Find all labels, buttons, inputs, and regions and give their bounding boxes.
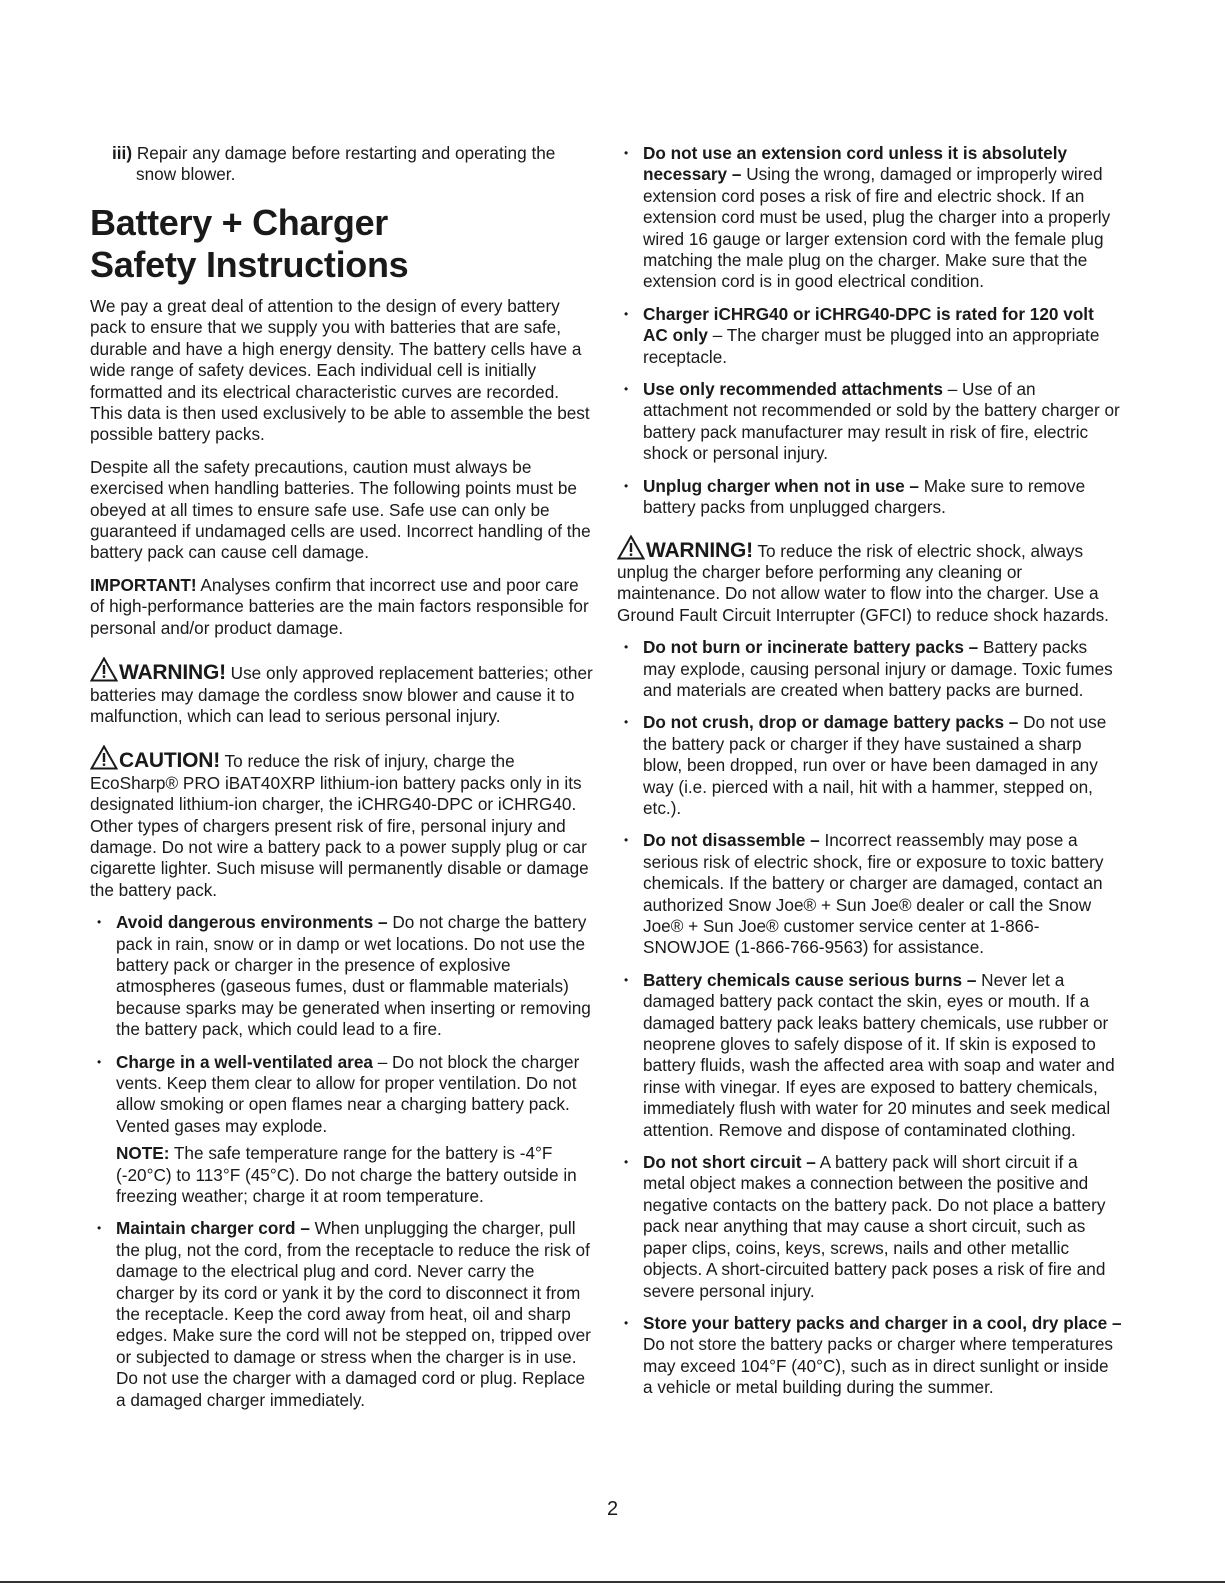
list-item-text: When unplugging the charger, pull the plug, not the cord, from the receptacle to reduce the risk of damage to the electrical plug and cord. Never carry the charger by its cord or yank it by the cord to disconnect it from the receptacle. Keep the cord away from heat, oil and sharp edges. Make sure the cord will not be stepped on, tripped over or subjected to damage or stress when the charger is in use. Do not use the charger with a damaged cord or plug. Replace a damaged charger immediately. [116,1218,591,1410]
page-number: 2 [606,1498,619,1520]
list-item-heading: Do not crush, drop or damage battery packs – [643,712,1019,733]
left-bullet-list [90,912,595,1137]
warning-paragraph-2 [617,535,1122,627]
caution-paragraph [90,745,595,901]
list-item-heading: Maintain charger cord – [116,1218,310,1239]
list-item-heading: Unplug charger when not in use – [643,475,919,496]
title-line-2: Safety Instructions [90,244,409,285]
warning-text: Use only approved replacement batteries; other batteries may damage the cordless snow blower and cause it to malfunction, which can lead to serious personal injury. [90,663,593,726]
note-label: NOTE: [116,1143,170,1164]
list-item-heading: Do not burn or incinerate battery packs – [643,637,979,658]
bottom-rule [0,1581,1225,1583]
page-title [90,202,590,286]
list-item-text: Do not charge the battery pack in rain, snow or in damp or wet locations. Do not use the battery pack or charger in the presence of explosive atmospheres (gaseous fumes, dust or flammable materials) because sparks may be generated when inserting or removing the battery pack, which could lead to a fire. [116,912,591,1040]
important-paragraph [90,575,595,639]
list-item-heading: Charger iCHRG40 or iCHRG40-DPC is rated for 120 volt AC only [643,303,1094,346]
important-label: IMPORTANT! [90,574,197,595]
repair-item-text: Repair any damage before restarting and operating the snow blower. [136,143,556,185]
list-item [617,379,1122,465]
list-item [617,970,1122,1141]
note-paragraph [116,1143,595,1207]
list-item-heading: Do not disassemble – [643,830,820,851]
repair-item [112,143,596,186]
list-item [617,304,1122,368]
title-line-1: Battery + Charger [90,202,389,243]
caution-label: CAUTION! [119,749,221,773]
right-bullet-list-2 [617,637,1122,1398]
list-item-heading: Charge in a well-ventilated area [116,1051,373,1072]
list-item-text: – The charger must be plugged into an appropriate receptacle. [643,325,1100,367]
warning-triangle-icon [90,657,118,682]
list-item-text: Incorrect reassembly may pose a serious risk of electric shock, fire or exposure to toxic battery chemicals. If the battery or charger are damaged, contact an authorized Snow Joe® + Sun Joe® dealer or call the Snow Joe® + Sun Joe® customer service center at 1-866-SNOWJOE (1-866-766-9563) for assistance. [643,830,1104,958]
list-item-text: Make sure to remove battery packs from unplugged chargers. [643,475,1086,518]
list-item-text: Do not use the battery pack or charger if they have sustained a sharp blow, been dropped, run over or have been damaged in any way (i.e. pierced with a nail, hit with a hammer, stepped on, etc.). [643,712,1107,818]
list-item-heading: Do not use an extension cord unless it is absolutely necessary – [643,143,1068,185]
list-item [617,476,1122,519]
list-item-text: Never let a damaged battery pack contact the skin, eyes or mouth. If a damaged battery pack leaks battery chemicals, use rubber or neoprene gloves to safely dispose of it. If skin is exposed to battery fluids, wash the affected area with soap and water and rinse with vinegar. If eyes are exposed to battery chemicals, immediately flush with water for 20 minutes and seek medical attention. Remove and dispose of contaminated clothing. [643,969,1115,1140]
list-item-heading: Battery chemicals cause serious burns – [643,969,977,990]
list-item-heading: Do not short circuit – [643,1152,816,1173]
list-item-text: Battery packs may explode, causing personal injury or damage. Toxic fumes and materials are created when battery packs are burned. [643,637,1113,700]
list-item [617,143,1122,293]
note-text: The safe temperature range for the battery is -4°F (-20°C) to 113°F (45°C). Do not charge the battery outside in freezing weather; charge it at room temperature. [116,1143,577,1207]
caution-text: To reduce the risk of injury, charge the EcoSharp® PRO iBAT40XRP lithium-ion battery packs only in its designated lithium-ion charger, the iCHRG40-DPC or iCHRG40. Other types of chargers present risk of fire, personal injury and damage. Do not wire a battery pack to a power supply plug or car cigarette lighter. Such misuse will permanently disable or damage the battery pack. [90,751,589,900]
list-item [90,1218,595,1411]
list-item [617,637,1122,701]
warning-label: WARNING! [119,661,226,685]
list-item-heading: Avoid dangerous environments – [116,912,388,933]
warning-triangle-icon [617,535,645,560]
list-item [617,1313,1122,1399]
warning-text: To reduce the risk of electric shock, always unplug the charger before performing any cleaning or maintenance. Do not allow water to flow into the charger. Use a Ground Fault Circuit Interrupter (GFCI) to reduce shock hazards. [617,540,1109,625]
left-column [90,296,595,1422]
right-column [617,143,1122,1410]
list-item-text: – Use of an attachment not recommended or sold by the battery charger or battery pack manufacturer may result in risk of fire, electric shock or personal injury. [643,379,1120,464]
list-item [90,1052,595,1138]
list-item [617,712,1122,819]
list-item-heading: Use only recommended attachments [643,379,943,400]
intro-paragraph: We pay a great deal of attention to the design of every battery pack to ensure that we supply you with batteries that are safe, durable and have a high energy density. The battery cells have a wide range of safety devices. Each individual cell is initially formatted and its electrical characteristic curves are recorded. This data is then used exclusively to be able to assemble the best possible battery packs. [90,296,590,445]
list-item [617,830,1122,958]
repair-item-label: iii) [112,143,133,163]
left-bullet-list-2 [90,1218,595,1411]
list-item-text: Do not store the battery packs or charger where temperatures may exceed 104°F (40°C), such as in direct sunlight or inside a vehicle or metal building during the summer. [643,1334,1114,1398]
list-item-text: – Do not block the charger vents. Keep them clear to allow for proper ventilation. Do not allow smoking or open flames near a charging battery pack. Vented gases may explode. [116,1051,580,1136]
right-bullet-list [617,143,1122,519]
important-text: Analyses confirm that incorrect use and poor care of high-performance batteries are the main factors responsible for personal and/or product damage. [90,574,589,638]
warning-paragraph [90,657,595,727]
list-item-heading: Store your battery packs and charger in a cool, dry place – [643,1312,1122,1333]
intro-paragraph: Despite all the safety precautions, caution must always be exercised when handling batteries. The following points must be obeyed at all times to ensure safe use. Safe use can only be guaranteed if undamaged cells are used. Incorrect handling of the battery pack can cause cell damage. [90,456,591,563]
list-item [617,1152,1122,1302]
list-item-text: Using the wrong, damaged or improperly wired extension cord poses a risk of fire and electric shock. If an extension cord must be used, plug the charger into a properly wired 16 gauge or larger extension cord with the female plug matching the male plug on the charger. Make sure that the extension cord is in good electrical condition. [643,164,1111,292]
warning-triangle-icon [90,745,118,770]
list-item-text: A battery pack will short circuit if a metal object makes a connection between the positive and negative contacts on the battery pack. Do not place a battery pack near anything that may cause a short circuit, such as paper clips, coins, keys, screws, nails and other metallic objects. A short-circuited battery pack poses a risk of fire and severe personal injury. [643,1152,1106,1301]
warning-label: WARNING! [646,538,753,562]
list-item [90,912,595,1040]
